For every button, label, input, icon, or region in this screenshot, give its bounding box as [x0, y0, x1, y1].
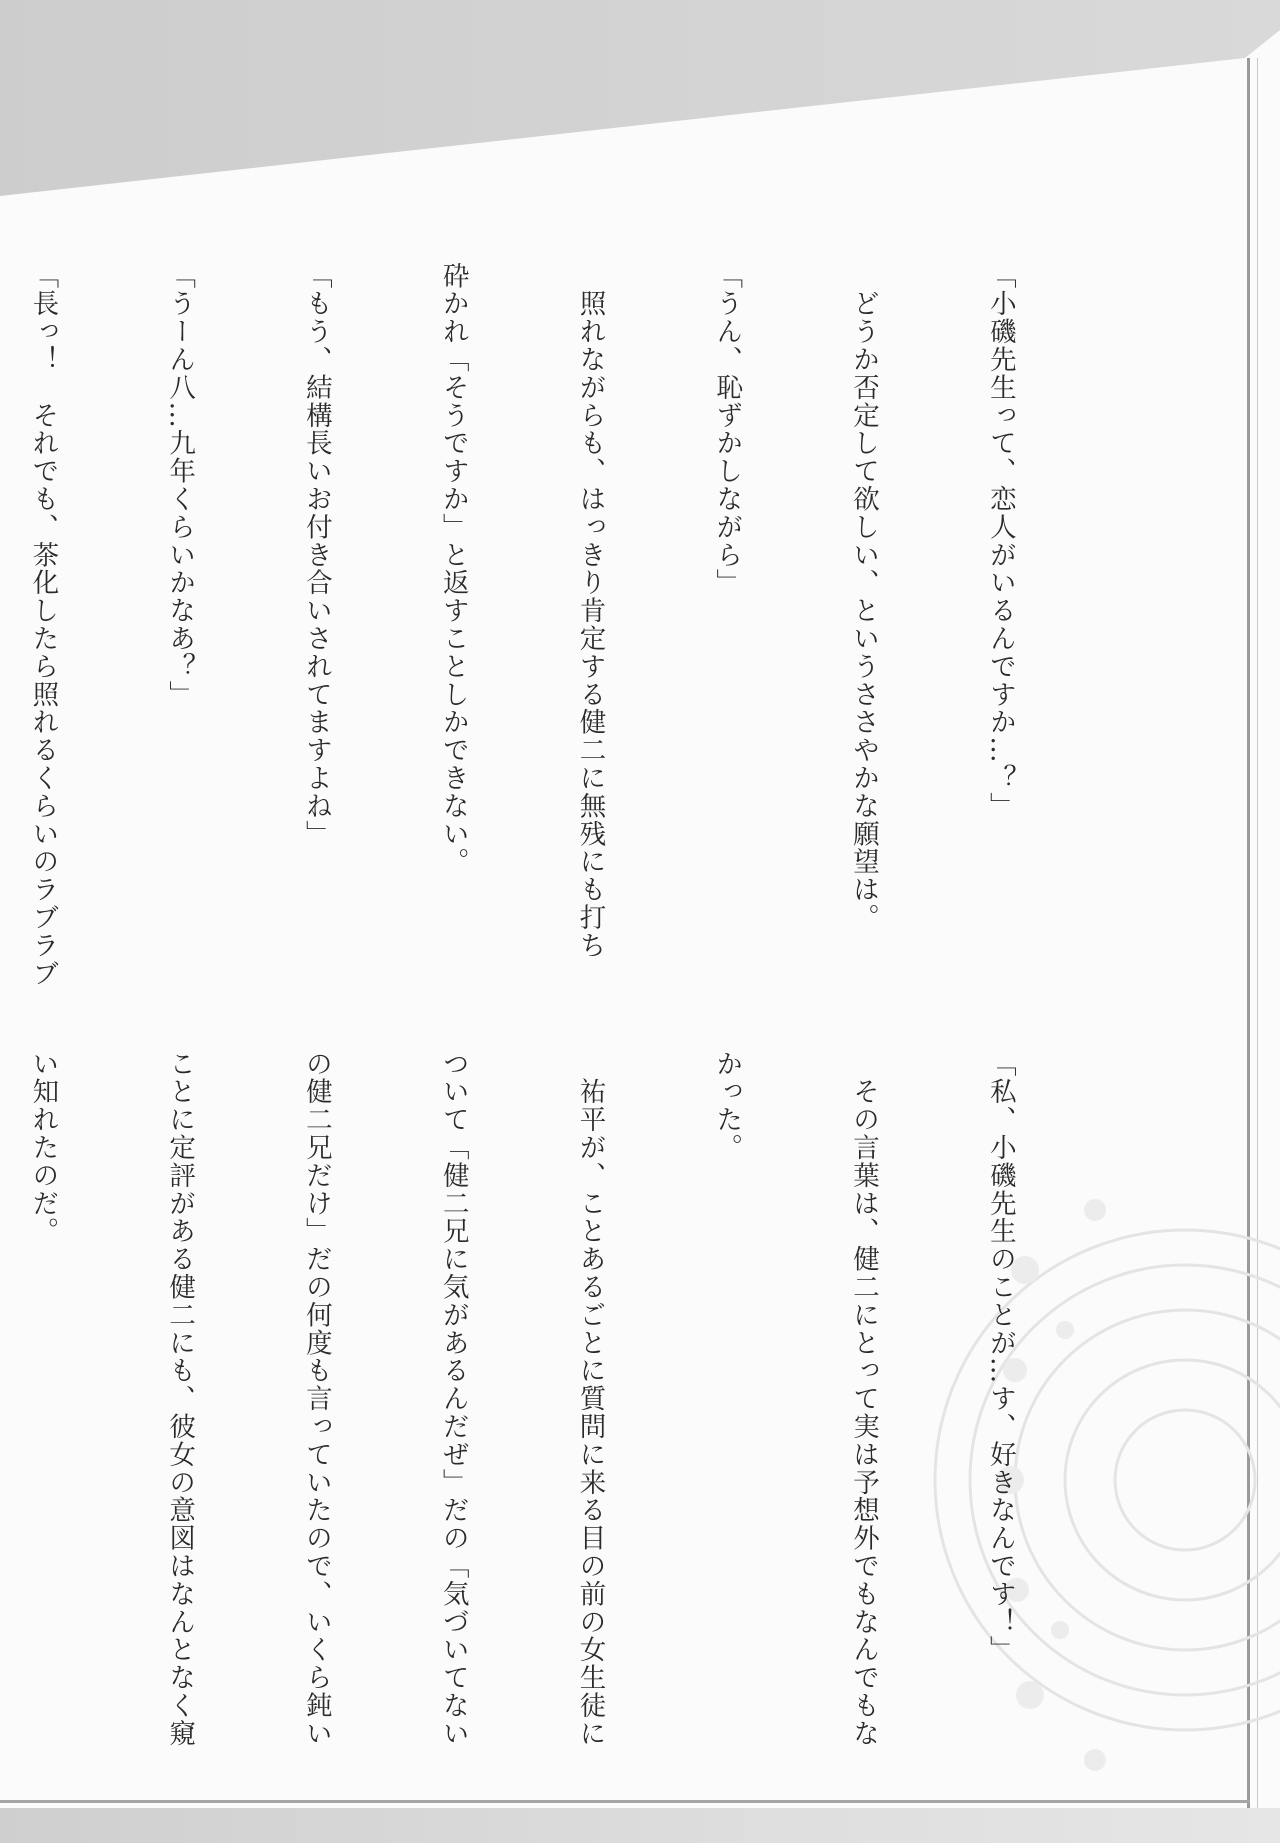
text-line: 「長っ！ それでも、茶化したら照れるくらいのラブラブ: [27, 262, 59, 988]
bottom-horizontal-rule: [0, 1800, 1250, 1803]
text-line: 「うーん八…九年くらいかなあ？」: [164, 262, 196, 709]
text-line: 砕かれ「そうですか」と返すことしかできない。: [437, 262, 469, 876]
text-line: い知れたのだ。: [27, 1050, 59, 1246]
text-line: 「うん、恥ずかしながら」: [711, 262, 743, 597]
text-line: 祐平が、ことあるごとに質問に来る目の前の女生徒に: [574, 1050, 606, 1748]
text-line: ことに定評がある健二にも、彼女の意図はなんとなく窺: [164, 1050, 196, 1748]
vertical-text-lower-block: [27, 1050, 1114, 1790]
top-gray-band: [0, 0, 1280, 200]
text-line: 照れながらも、はっきり肯定する健二に無残にも打ち: [574, 262, 606, 960]
vertical-text-upper-block: [27, 262, 1114, 1022]
text-line: の健二兄だけ」だの何度も言っていたので、いくら鈍い: [300, 1050, 332, 1748]
text-line: 「もう、結構長いお付き合いされてますよね」: [300, 262, 332, 848]
text-line: どうか否定して欲しい、というささやかな願望は。: [848, 262, 880, 932]
text-line: 「小磯先生って、恋人がいるんですか…？」: [984, 262, 1016, 820]
text-line: その言葉は、健二にとって実は予想外でもなんでもな: [848, 1050, 880, 1748]
text-line: かった。: [711, 1050, 743, 1162]
text-line: 「私、小磯先生のことが…す、好きなんです！」: [984, 1050, 1016, 1664]
text-line: ついて「健二兄に気があるんだぜ」だの「気づいてない: [437, 1050, 469, 1748]
bottom-gray-band: [0, 1808, 1280, 1843]
